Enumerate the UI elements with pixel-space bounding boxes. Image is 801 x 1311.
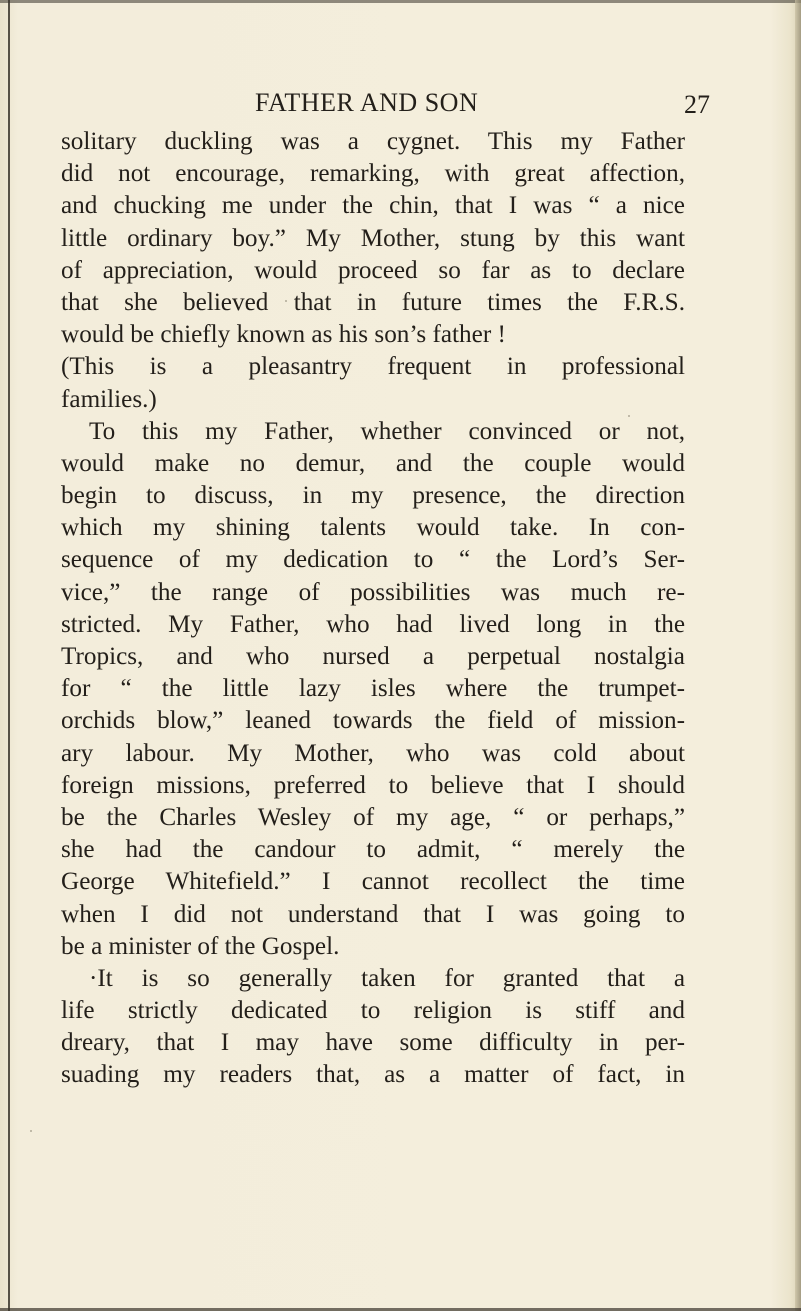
text-line: orchids blow,” leaned towards the field of mission- [61, 707, 685, 735]
page-left-edge [8, 0, 10, 1311]
text-line: would be chiefly known as his son’s father ! [61, 321, 506, 349]
page-header [255, 88, 710, 122]
text-line: be the Charles Wesley of my age, “ or perhaps,” [61, 803, 685, 831]
page-top-edge [0, 0, 801, 3]
text-line: stricted. My Father, who had lived long in the [61, 610, 685, 638]
text-line: that she believed that in future times the F.R.S. [61, 288, 685, 316]
paragraph-start-line: ·It is so generally taken for granted that a [89, 964, 685, 992]
text-line: George Whitefield.” I cannot recollect the time [61, 868, 685, 896]
text-line: (This is a pleasantry frequent in professional [61, 353, 685, 381]
text-line: for “ the little lazy isles where the trumpet- [61, 675, 685, 703]
text-line: ary labour. My Mother, who was cold about [61, 739, 685, 767]
text-line: which my shining talents would take. In con- [61, 514, 685, 542]
text-line: Tropics, and who nursed a perpetual nostalgia [61, 643, 685, 670]
text-line: foreign missions, preferred to believe that I should [61, 771, 685, 799]
paper-speck [30, 1130, 32, 1132]
page-right-edge [795, 0, 801, 1311]
text-line: life strictly dedicated to religion is stiff and [61, 997, 685, 1025]
text-line: when I did not understand that I was going to [61, 900, 685, 928]
text-line: begin to discuss, in my presence, the direction [61, 482, 685, 510]
text-line: dreary, that I may have some difficulty in per- [61, 1029, 685, 1057]
text-line: would make no demur, and the couple would [61, 449, 685, 477]
body-text [61, 126, 685, 1092]
text-line: she had the candour to admit, “ merely the [61, 836, 685, 864]
text-line: and chucking me under the chin, that I was “ a nice [61, 192, 685, 220]
text-line: solitary duckling was a cygnet. This my Father [61, 128, 685, 155]
text-line: did not encourage, remarking, with great affection, [61, 160, 685, 188]
text-line: suading my readers that, as a matter of fact, in [61, 1061, 685, 1089]
running-head: FATHER AND SON [255, 88, 479, 117]
text-line: vice,” the range of possibilities was much re- [61, 578, 685, 606]
paragraph-start-line: To this my Father, whether convinced or not, [89, 417, 685, 445]
text-line: of appreciation, would proceed so far as to declare [61, 256, 685, 284]
text-line: little ordinary boy.” My Mother, stung by this want [61, 224, 685, 252]
paragraph-end-line: families.) [61, 385, 157, 413]
text-line: sequence of my dedication to “ the Lord’s Ser- [61, 546, 685, 574]
page-number: 27 [684, 90, 710, 119]
paragraph-end-line: be a minister of the Gospel. [61, 932, 340, 960]
